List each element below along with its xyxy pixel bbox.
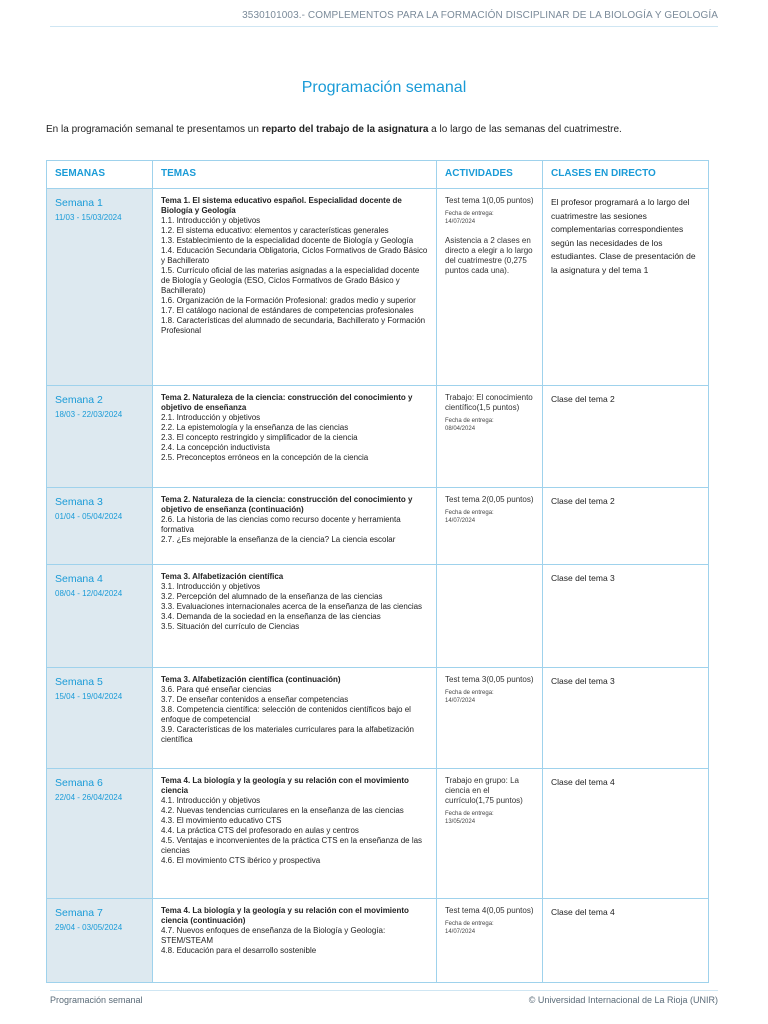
activity-label: Test tema 1(0,05 puntos) xyxy=(445,196,534,205)
week-cell xyxy=(47,899,153,983)
week-cell xyxy=(47,769,153,899)
tema-title: Tema 1. El sistema educativo español. Especialidad docente de Biología y Geología xyxy=(161,196,402,215)
footer-divider xyxy=(50,990,718,991)
clase-cell: El profesor programará a lo largo del cuatrimestre las sesiones complementarias correspondientes según las necesidades de los estudiantes. Clase de presentación de la asignatura y del tema 1 xyxy=(543,189,709,386)
intro-after: a lo largo de las semanas del cuatrimestre. xyxy=(428,124,622,135)
tema-subitem: 3.1. Introducción y objetivos xyxy=(161,582,261,591)
week-name: Semana 6 xyxy=(55,777,103,789)
intro-text xyxy=(46,124,726,135)
temas-cell xyxy=(153,899,437,983)
clase-cell: Clase del tema 2 xyxy=(543,386,709,488)
clase-cell: Clase del tema 4 xyxy=(543,899,709,983)
tema-subitem: 4.8. Educación para el desarrollo sostenible xyxy=(161,946,317,955)
header-clases: CLASES EN DIRECTO xyxy=(543,161,709,189)
week-dates: 11/03 - 15/03/2024 xyxy=(55,213,122,222)
week-name: Semana 3 xyxy=(55,496,103,508)
intro-bold: reparto del trabajo de la asignatura xyxy=(261,124,429,135)
tema-subitem: 4.5. Ventajas e inconvenientes de la práctica CTS en la enseñanza de las ciencias xyxy=(161,836,423,855)
tema-subitem: 1.5. Currículo oficial de las materias asignadas a la especialidad docente de Biología y Geología (ESO, Ciclos Formativos de Grado Básico y Bachillerato) xyxy=(161,266,420,295)
table-row xyxy=(47,189,709,386)
tema-subitem: 2.4. La concepción inductivista xyxy=(161,443,270,452)
week-dates: 29/04 - 03/05/2024 xyxy=(55,923,123,932)
clase-cell: Clase del tema 3 xyxy=(543,565,709,668)
activity-label: Test tema 3(0,05 puntos) xyxy=(445,675,534,684)
table-row xyxy=(47,769,709,899)
tema-subitem: 2.2. La epistemología y la enseñanza de las ciencias xyxy=(161,423,349,432)
header-divider xyxy=(50,26,718,27)
tema-subitem: 2.1. Introducción y objetivos xyxy=(161,413,261,422)
clase-cell: Clase del tema 4 xyxy=(543,769,709,899)
activity-cell xyxy=(437,899,543,983)
activity-cell xyxy=(437,668,543,769)
deadline-label: Fecha de entrega: xyxy=(445,418,494,424)
table-row xyxy=(47,386,709,488)
tema-title: Tema 2. Naturaleza de la ciencia: construcción del conocimiento y objetivo de enseñanza (continuación) xyxy=(161,495,413,514)
tema-subitem: 1.1. Introducción y objetivos xyxy=(161,216,261,225)
activity-label: Trabajo en grupo: La ciencia en el currículo(1,75 puntos) xyxy=(445,776,523,805)
table-row xyxy=(47,668,709,769)
week-name: Semana 5 xyxy=(55,676,103,688)
temas-cell xyxy=(153,386,437,488)
week-name: Semana 4 xyxy=(55,573,103,585)
footer-section-name: Programación semanal xyxy=(50,995,143,1005)
activity-label: Test tema 2(0,05 puntos) xyxy=(445,495,534,504)
week-dates: 08/04 - 12/04/2024 xyxy=(55,589,123,598)
table-row xyxy=(47,488,709,565)
week-dates: 01/04 - 05/04/2024 xyxy=(55,512,123,521)
temas-cell xyxy=(153,565,437,668)
tema-subitem: 2.6. La historia de las ciencias como recurso docente y herramienta formativa xyxy=(161,515,401,534)
tema-subitem: 4.2. Nuevas tendencias curriculares en la enseñanza de las ciencias xyxy=(161,806,404,815)
tema-subitem: 3.2. Percepción del alumnado de la enseñanza de las ciencias xyxy=(161,592,383,601)
tema-title: Tema 3. Alfabetización científica xyxy=(161,572,284,581)
week-name: Semana 1 xyxy=(55,197,103,209)
tema-subitem: 1.3. Establecimiento de la especialidad docente de Biología y Geología xyxy=(161,236,414,245)
footer-copyright: © Universidad Internacional de La Rioja (UNIR) xyxy=(528,995,718,1005)
tema-title: Tema 2. Naturaleza de la ciencia: construcción del conocimiento y objetivo de enseñanza xyxy=(161,393,413,412)
tema-subitem: 3.8. Competencia científica: selección de contenidos científicos bajo el enfoque de competencial xyxy=(161,705,411,724)
deadline-date: 14/07/2024 xyxy=(445,698,476,704)
tema-title: Tema 3. Alfabetización científica (continuación) xyxy=(161,675,341,684)
clase-cell: Clase del tema 2 xyxy=(543,488,709,565)
page-title: Programación semanal xyxy=(301,79,467,96)
deadline xyxy=(445,920,534,936)
header-actividades: ACTIVIDADES xyxy=(437,161,543,189)
week-cell xyxy=(47,386,153,488)
deadline xyxy=(445,810,534,826)
activity-cell xyxy=(437,565,543,668)
activity-label: Test tema 4(0,05 puntos) xyxy=(445,906,534,915)
activity-label: Trabajo: El conocimiento científico(1,5 puntos) xyxy=(445,393,533,412)
tema-subitem: 3.9. Características de los materiales curriculares para la alfabetización científica xyxy=(161,725,415,744)
week-name: Semana 2 xyxy=(55,394,103,406)
week-cell xyxy=(47,488,153,565)
tema-subitem: 1.4. Educación Secundaria Obligatoria, Ciclos Formativos de Grado Básico y Bachillerato xyxy=(161,246,428,265)
deadline-date: 14/07/2024 xyxy=(445,929,476,935)
temas-cell xyxy=(153,189,437,386)
tema-subitem: 3.3. Evaluaciones internacionales acerca de la enseñanza de las ciencias xyxy=(161,602,423,611)
temas-cell xyxy=(153,668,437,769)
tema-title: Tema 4. La biología y la geología y su relación con el movimiento ciencia (continuación) xyxy=(161,906,409,925)
temas-cell xyxy=(153,488,437,565)
deadline-label: Fecha de entrega: xyxy=(445,921,494,927)
deadline xyxy=(445,689,534,705)
activity-extra: Asistencia a 2 clases en directo a elegir a lo largo del cuatrimestre (0,275 puntos cada una). xyxy=(445,236,533,275)
tema-subitem: 4.4. La práctica CTS del profesorado en aulas y centros xyxy=(161,826,359,835)
deadline-date: 14/07/2024 xyxy=(445,518,476,524)
tema-subitem: 4.7. Nuevos enfoques de enseñanza de la Biología y Geología: STEM/STEAM xyxy=(161,926,386,945)
activity-cell xyxy=(437,386,543,488)
tema-subitem: 1.7. El catálogo nacional de estándares de competencias profesionales xyxy=(161,306,414,315)
intro-before: En la programación semanal te presentamos un xyxy=(46,124,262,135)
activity-cell xyxy=(437,189,543,386)
clase-cell: Clase del tema 3 xyxy=(543,668,709,769)
deadline xyxy=(445,509,534,525)
tema-subitem: 2.5. Preconceptos erróneos en la concepción de la ciencia xyxy=(161,453,369,462)
deadline xyxy=(445,210,534,226)
header-temas: TEMAS xyxy=(153,161,437,189)
deadline-label: Fecha de entrega: xyxy=(445,510,494,516)
tema-subitem: 1.6. Organización de la Formación Profesional: grados medio y superior xyxy=(161,296,416,305)
activity-cell xyxy=(437,769,543,899)
schedule-table xyxy=(46,160,709,983)
table-row xyxy=(47,565,709,668)
deadline-date: 14/07/2024 xyxy=(445,219,476,225)
tema-subitem: 3.4. Demanda de la sociedad en la enseñanza de las ciencias xyxy=(161,612,381,621)
deadline-label: Fecha de entrega: xyxy=(445,690,494,696)
deadline-label: Fecha de entrega: xyxy=(445,811,494,817)
tema-subitem: 4.3. El movimiento educativo CTS xyxy=(161,816,282,825)
tema-subitem: 3.5. Situación del currículo de Ciencias xyxy=(161,622,300,631)
week-cell xyxy=(47,668,153,769)
deadline-date: 08/04/2024 xyxy=(445,426,476,432)
week-dates: 18/03 - 22/03/2024 xyxy=(55,410,123,419)
table-header-row xyxy=(47,161,709,189)
temas-cell xyxy=(153,769,437,899)
activity-cell xyxy=(437,488,543,565)
tema-subitem: 3.6. Para qué enseñar ciencias xyxy=(161,685,272,694)
tema-subitem: 1.2. El sistema educativo: elementos y características generales xyxy=(161,226,389,235)
tema-subitem: 2.7. ¿Es mejorable la enseñanza de la ciencia? La ciencia escolar xyxy=(161,535,396,544)
tema-subitem: 1.8. Características del alumnado de secundaria, Bachillerato y Formación Profesional xyxy=(161,316,426,335)
week-dates: 15/04 - 19/04/2024 xyxy=(55,692,123,701)
tema-subitem: 4.1. Introducción y objetivos xyxy=(161,796,261,805)
tema-subitem: 4.6. El movimiento CTS ibérico y prospectiva xyxy=(161,856,321,865)
header-semanas: SEMANAS xyxy=(47,161,153,189)
deadline xyxy=(445,417,534,433)
deadline-label: Fecha de entrega: xyxy=(445,211,494,217)
deadline-date: 13/05/2024 xyxy=(445,819,476,825)
week-dates: 22/04 - 26/04/2024 xyxy=(55,793,123,802)
course-title: 3530101003.- COMPLEMENTOS PARA LA FORMACIÓN DISCIPLINAR DE LA BIOLOGÍA Y GEOLOGÍA xyxy=(242,10,718,21)
tema-subitem: 2.3. El concepto restringido y simplificador de la ciencia xyxy=(161,433,358,442)
tema-subitem: 3.7. De enseñar contenidos a enseñar competencias xyxy=(161,695,349,704)
week-cell xyxy=(47,565,153,668)
tema-title: Tema 4. La biología y la geología y su relación con el movimiento ciencia xyxy=(161,776,409,795)
week-name: Semana 7 xyxy=(55,907,103,919)
week-cell xyxy=(47,189,153,386)
table-row xyxy=(47,899,709,983)
